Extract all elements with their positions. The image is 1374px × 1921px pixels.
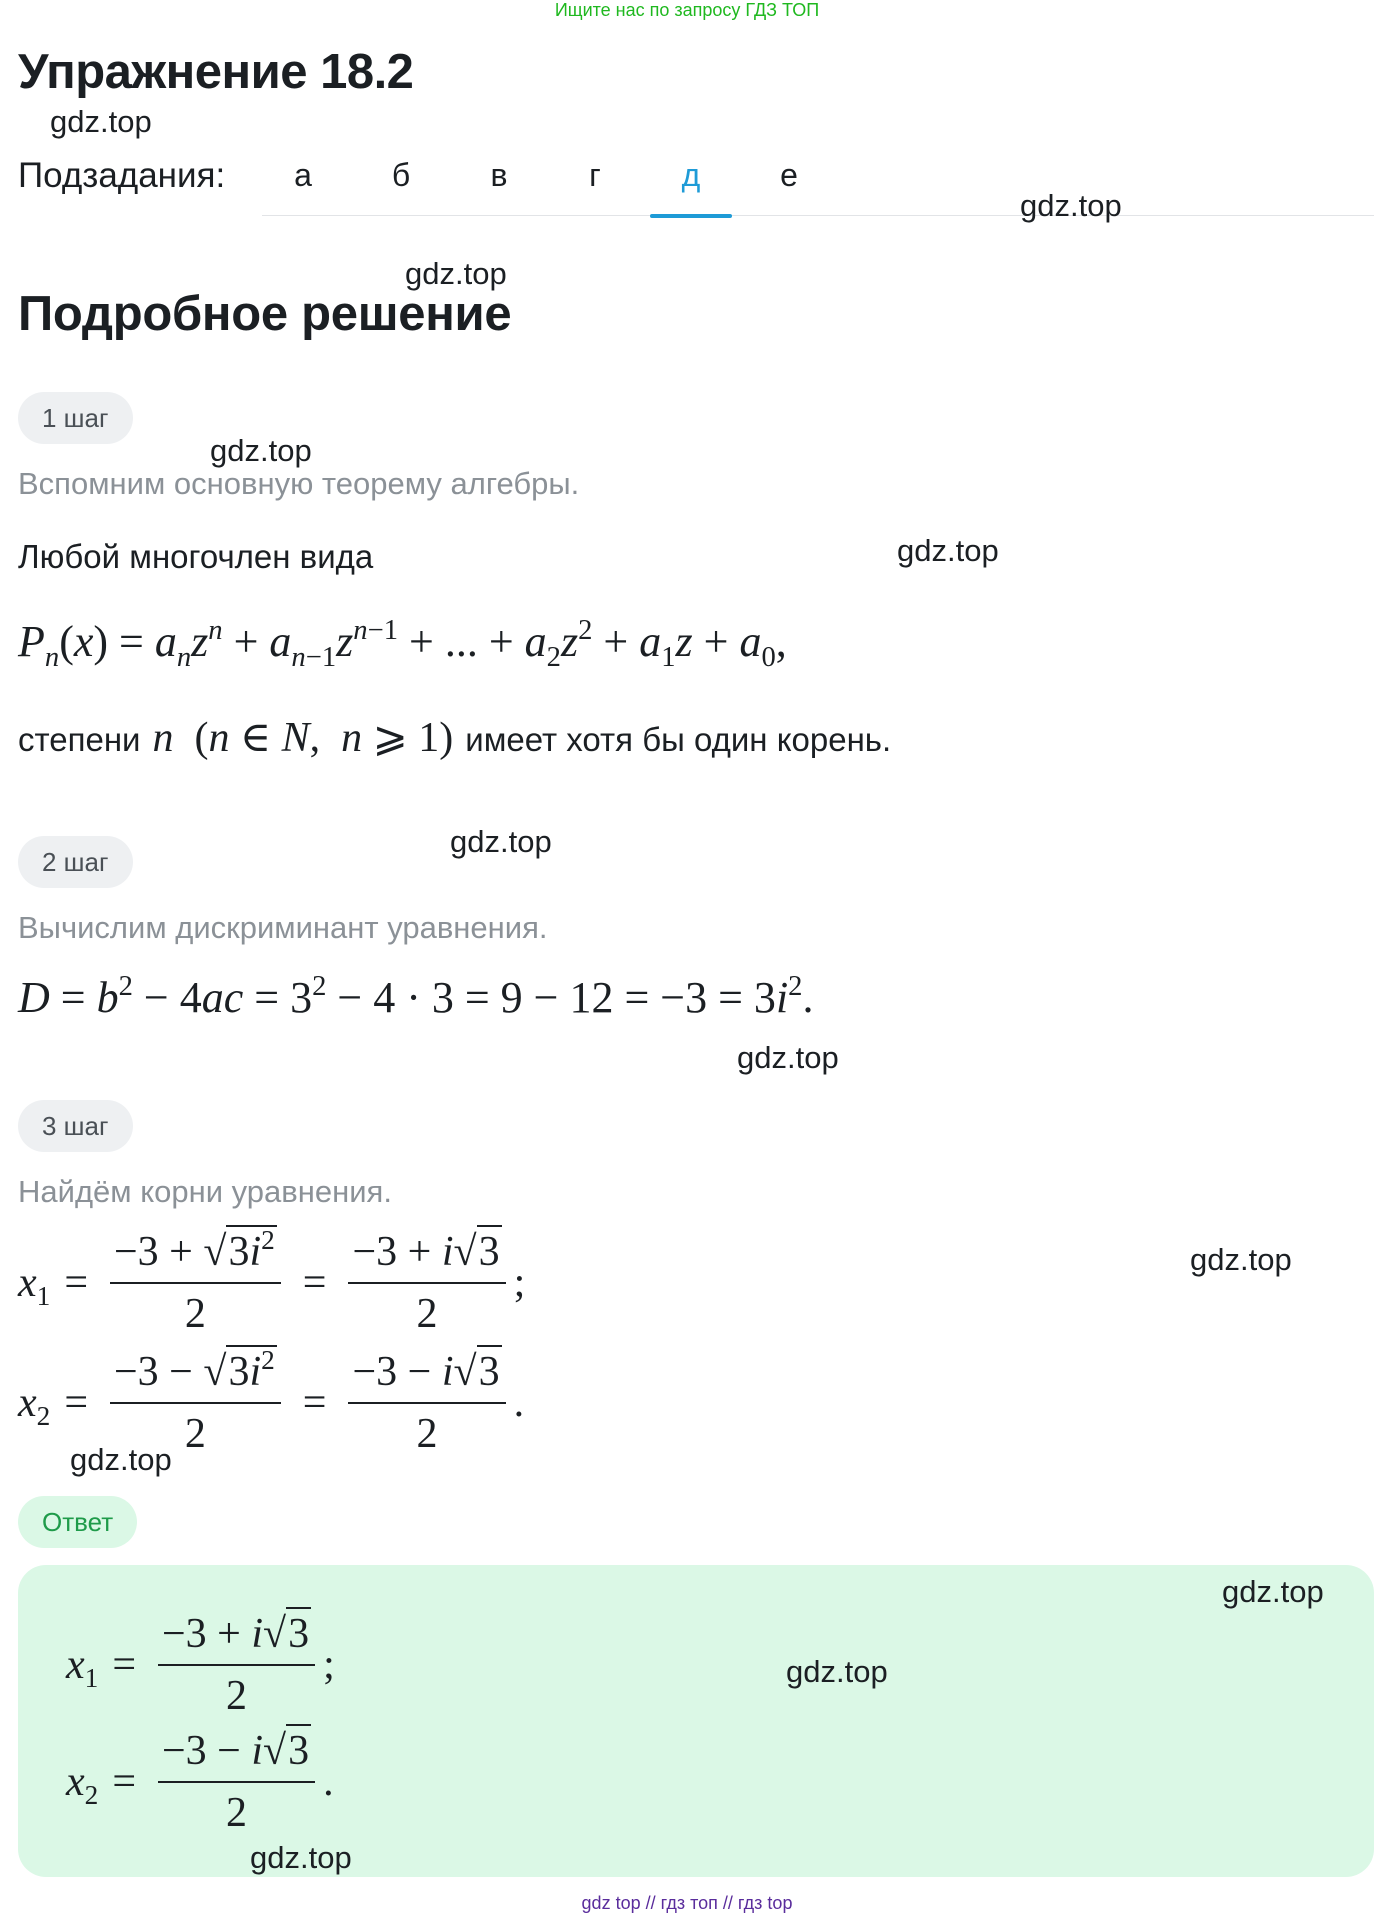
degree-condition: n (n ∈ N, n ⩾ 1)	[152, 715, 454, 761]
watermark: gdz.top	[1190, 1242, 1292, 1277]
answer-x2: $x_2$ = $\frac{-3 - i√3}{2}$ .	[66, 1727, 334, 1837]
polynomial-formula: $P_n(x) = a_nz^n + a_{n-1}z^{n-1}$ + ... + $a_2z^2 + a_1z + a_0$,	[18, 614, 787, 673]
tab-b[interactable]: б	[391, 157, 411, 193]
tab-a[interactable]: а	[294, 157, 312, 193]
step-2-hint: Вычислим дискриминант уравнения.	[18, 910, 548, 945]
tab-e[interactable]: е	[780, 157, 798, 193]
step-1-text: Любой многочлен вида	[18, 538, 374, 575]
watermark: gdz.top	[450, 824, 552, 859]
watermark: gdz.top	[1222, 1574, 1324, 1609]
step-3-pill: 3 шаг	[18, 1100, 133, 1152]
subtasks-label: Подзадания:	[18, 156, 226, 195]
watermark: gdz.top	[1020, 188, 1122, 223]
watermark: gdz.top	[737, 1040, 839, 1075]
step-1-conclusion	[18, 712, 891, 762]
watermark: gdz.top	[897, 533, 999, 568]
watermark: gdz.top	[405, 256, 507, 291]
watermark: gdz.top	[250, 1840, 352, 1875]
step-1-tail-post: имеет хотя бы один корень.	[465, 721, 892, 758]
footer-links: gdz top // гдз топ // гдз top	[581, 1893, 793, 1913]
watermark: gdz.top	[70, 1442, 172, 1477]
solution-heading: Подробное решение	[18, 287, 512, 341]
watermark: gdz.top	[786, 1654, 888, 1689]
step-2-pill: 2 шаг	[18, 836, 133, 888]
answer-pill: Ответ	[18, 1496, 137, 1548]
subtask-tabs	[262, 150, 1374, 216]
step-3-hint: Найдём корни уравнения.	[18, 1174, 392, 1209]
tab-g[interactable]: г	[589, 157, 601, 193]
tab-v[interactable]: в	[490, 157, 508, 193]
root-x1-derivation: $x_1$ = $\frac{-3 + √3i^2}{2}$ = $\frac{-3 + i√3}{2}$ ;	[18, 1224, 526, 1337]
search-hint-banner: Ищите нас по запросу ГДЗ ТОП	[554, 0, 820, 20]
step-1-hint: Вспомним основную теорему алгебры.	[18, 466, 580, 501]
watermark: gdz.top	[50, 104, 152, 139]
page-title: Упражнение 18.2	[18, 45, 414, 99]
root-x2-derivation: $x_2$ = $\frac{-3 - √3i^2}{2}$ = $\frac{-3 - i√3}{2}$ .	[18, 1344, 525, 1457]
watermark: gdz.top	[210, 433, 312, 468]
step-1-tail-pre: степени	[18, 721, 141, 758]
discriminant-formula: $D = b^2 - 4ac = 3^2 - 4 \cdot 3 = 9 - 12 = -3 = 3i^2$.	[18, 970, 814, 1022]
tab-d[interactable]: д	[650, 150, 732, 216]
answer-x1: $x_1$ = $\frac{-3 + i√3}{2}$ ;	[66, 1610, 335, 1720]
step-1-pill: 1 шаг	[18, 392, 133, 444]
